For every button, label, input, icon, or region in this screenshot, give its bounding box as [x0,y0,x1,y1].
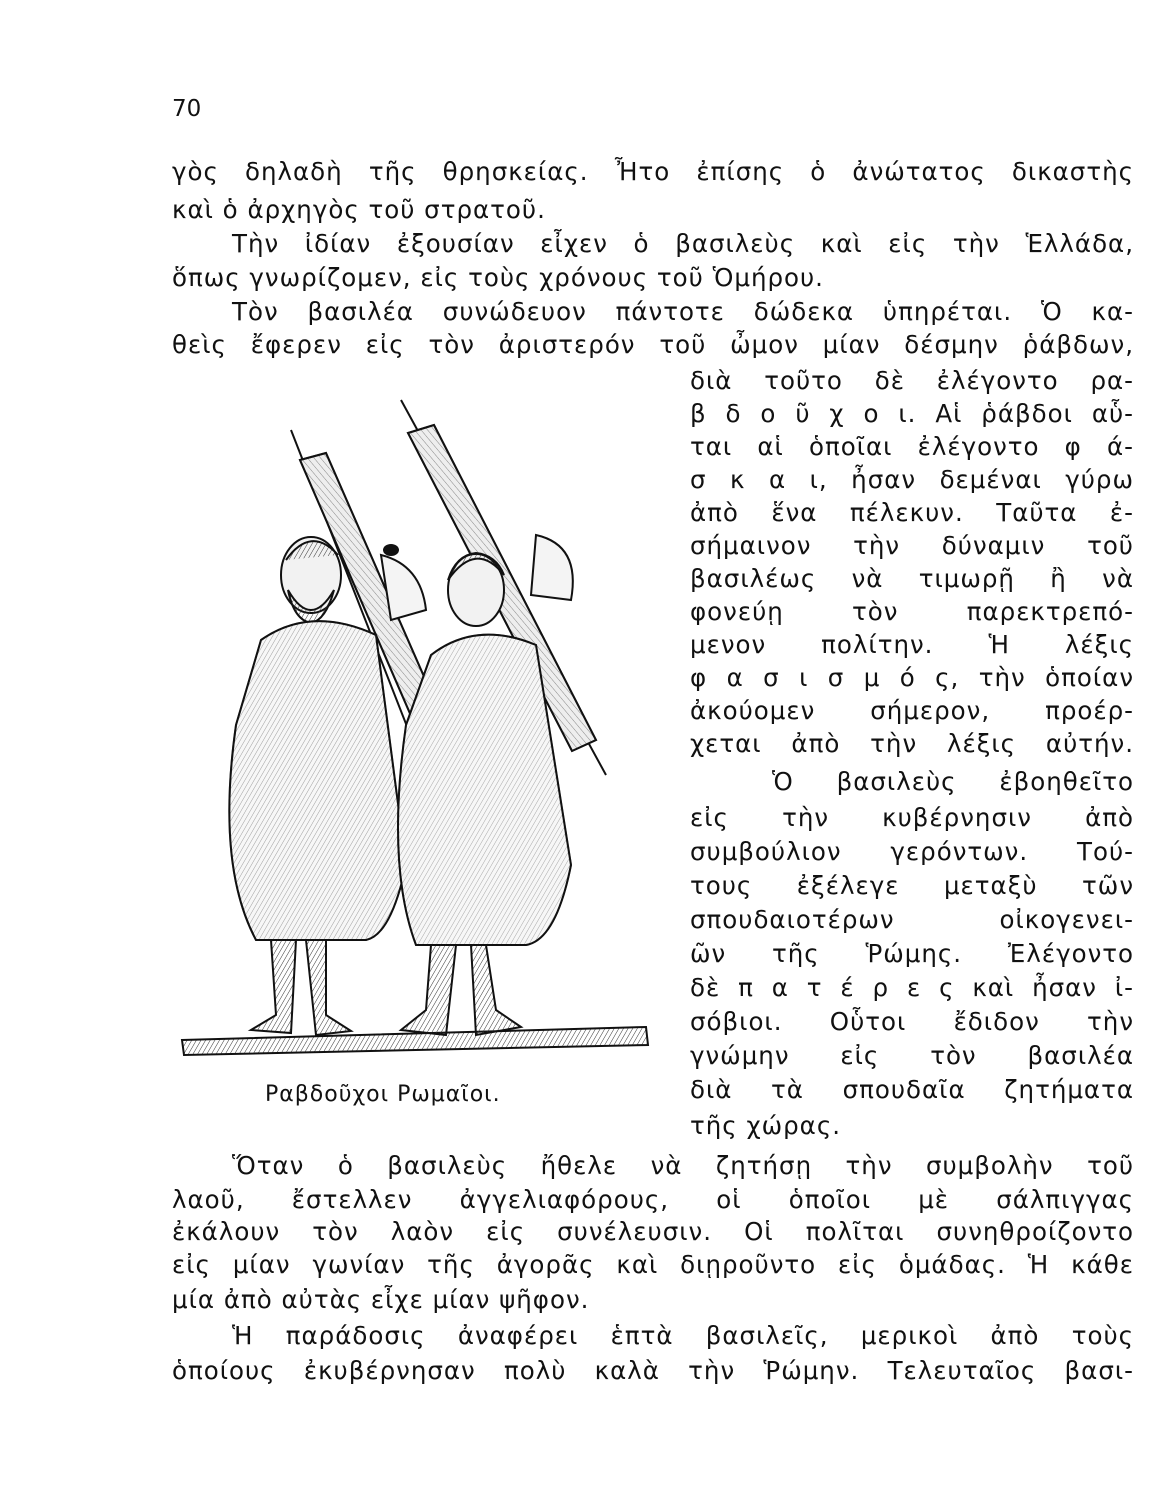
text-line: ὅπως γνωρίζομεν, εἰς τοὺς χρόνους τοῦ Ὁμήρου. [172,263,824,292]
side-text-line: τῆς χώρας. [690,1111,841,1140]
text-line: μία ἀπὸ αὐτὰς εἶχε μίαν ψῆφον. [172,1285,590,1314]
side-text-line: σ κ α ι, ἦσαν δεμέναι γύρω [690,465,1134,494]
side-text-line: διὰ τὰ σπουδαῖα ζητήματα [690,1075,1134,1104]
side-text-line: ῶν τῆς Ῥώμης. Ἐλέγοντο [690,939,1134,968]
side-text-line: συμβούλιον γερόντων. Τού- [690,837,1134,866]
side-text-line: ἀκούομεν σήμερον, προέρ- [690,696,1134,725]
text-line: Τὸν βασιλέα συνώδευον πάντοτε δώδεκα ὑπηρέται. Ὁ κα- [232,297,1134,326]
text-line: εἰς μίαν γωνίαν τῆς ἀγορᾶς καὶ διῃροῦντο εἰς ὁμάδας. Ἡ κάθε [172,1250,1134,1279]
text-line: ἐκάλουν τὸν λαὸν εἰς συνέλευσιν. Οἱ πολῖται συνηθροίζοντο [172,1217,1134,1246]
side-text-line: μενον πολίτην. Ἡ λέξις [690,630,1134,659]
side-text-line: διὰ τοῦτο δὲ ἐλέγοντο ρα- [690,366,1134,395]
page-number: 70 [172,96,202,122]
text-line: καὶ ὁ ἀρχηγὸς τοῦ στρατοῦ. [172,195,546,224]
side-text-line: β δ ο ῦ χ ο ι. Αἱ ῥάβδοι αὗ- [690,399,1134,428]
text-line: γὸς δηλαδὴ τῆς θρησκείας. Ἦτο ἐπίσης ὁ ἀνώτατος δικαστὴς [172,157,1134,186]
side-text-line: σήμαινον τὴν δύναμιν τοῦ [690,531,1134,560]
text-line: Ὅταν ὁ βασιλεὺς ἤθελε νὰ ζητήσῃ τὴν συμβολὴν τοῦ [232,1151,1134,1180]
text-line: ὁποίους ἐκυβέρνησαν πολὺ καλὰ τὴν Ῥώμην. Τελευταῖος βασι- [172,1356,1134,1385]
lictors-illustration [176,395,676,1070]
text-line: Ἡ παράδοσις ἀναφέρει ἑπτὰ βασιλεῖς, μερικοὶ ἀπὸ τοὺς [232,1321,1134,1350]
side-text-line: δὲ π α τ έ ρ ε ς καὶ ἦσαν ἰ- [690,973,1134,1002]
side-text-line: Ὁ βασιλεὺς ἐβοηθεῖτο [772,767,1134,796]
text-line: θεὶς ἔφερεν εἰς τὸν ἀριστερόν τοῦ ὦμον μίαν δέσμην ῥάβδων, [172,330,1134,359]
side-text-line: ται αἱ ὁποῖαι ἐλέγοντο φ ά- [690,432,1134,461]
side-text-line: γνώμην εἰς τὸν βασιλέα [690,1041,1134,1070]
side-text-line: σπουδαιοτέρων οἰκογενει- [690,905,1134,934]
text-line: Τὴν ἰδίαν ἐξουσίαν εἶχεν ὁ βασιλεὺς καὶ εἰς τὴν Ἑλλάδα, [232,229,1134,258]
side-text-line: βασιλέως νὰ τιμωρῇ ἢ νὰ [690,564,1134,593]
side-text-line: σόβιοι. Οὗτοι ἔδιδον τὴν [690,1007,1134,1036]
side-text-line: φ α σ ι σ μ ό ς, τὴν ὁποίαν [690,663,1134,692]
figure-caption: Ραβδοῦχοι Ρωμαῖοι. [265,1082,501,1107]
side-text-line: ἀπὸ ἕνα πέλεκυν. Ταῦτα ἐ- [690,498,1134,527]
side-text-line: τους ἐξέλεγε μεταξὺ τῶν [690,871,1134,900]
side-text-line: εἰς τὴν κυβέρνησιν ἀπὸ [690,803,1134,832]
side-text-line: χεται ἀπὸ τὴν λέξις αὐτήν. [690,729,1134,758]
side-text-line: φονεύῃ τὸν παρεκτρεπό- [690,597,1134,626]
text-line: λαοῦ, ἔστελλεν ἀγγελιαφόρους, οἱ ὁποῖοι μὲ σάλπιγγας [172,1185,1134,1214]
